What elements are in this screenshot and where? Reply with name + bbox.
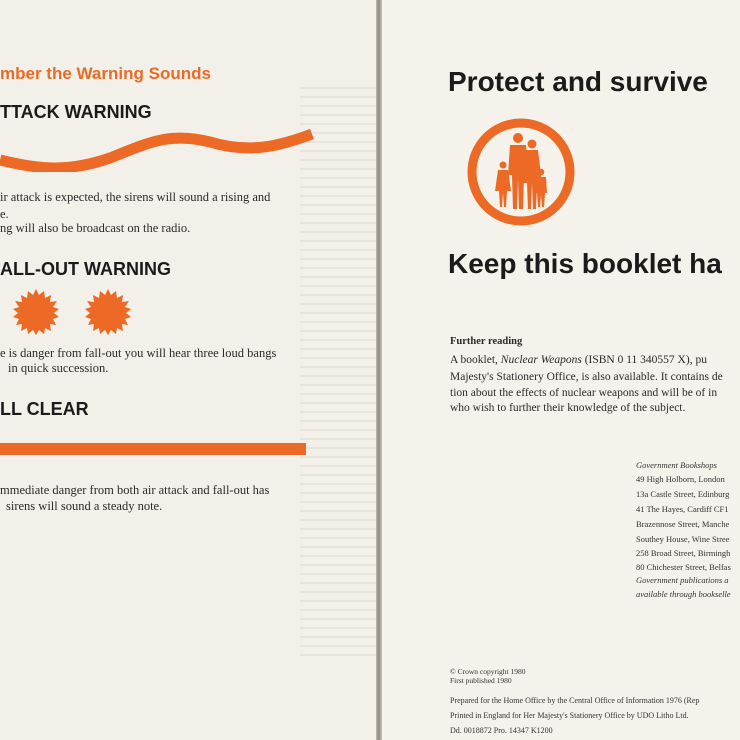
bang-burst-icon [12, 288, 60, 336]
family-logo-icon [466, 117, 576, 227]
bookshop-address: 258 Broad Street, Birmingh [636, 548, 731, 558]
bookshops-note-line-2: available through bookselle [636, 589, 731, 599]
fallout-text-line-1: e is danger from fall-out you will hear three loud bangs [0, 346, 277, 360]
page-title: Protect and survive [448, 66, 708, 97]
bookshops-note-line-1: Government publications a [636, 575, 729, 585]
further-reading-line-3: tion about the effects of nuclear weapons and will be of in [450, 387, 718, 399]
bookshop-address: 49 High Holborn, London [636, 474, 725, 484]
bookshop-address: Brazennose Street, Manche [636, 519, 730, 529]
attack-text-line-1: ir attack is expected, the sirens will sound a rising and [0, 190, 271, 204]
book-title: Nuclear Weapons [500, 354, 582, 366]
all-clear-title: LL CLEAR [0, 399, 89, 419]
all-clear-text-line-2: sirens will sound a steady note. [6, 499, 163, 513]
fallout-warning-title: ALL-OUT WARNING [0, 259, 171, 279]
all-clear-text-line-1: mmediate danger from both air attack and fall-out has [0, 483, 270, 497]
bookshop-address: 80 Chichester Street, Belfas [636, 562, 731, 572]
copyright-line: © Crown copyright 1980 [450, 667, 526, 676]
further-reading-line-1 [450, 352, 707, 369]
text-segment: A booklet, [450, 354, 501, 366]
further-reading-line-2: Majesty's Stationery Office, is also available. It contains de [450, 371, 723, 383]
bookshop-address: Southey House, Wine Stree [636, 534, 730, 544]
further-reading-heading: Further reading [450, 336, 523, 347]
prepared-line: Prepared for the Home Office by the Central Office of Information 1976 (Rep [450, 696, 700, 705]
bookshops-heading: Government Bookshops [636, 460, 717, 470]
print-code-line: Dd. 0018872 Pro. 14347 K1200 [450, 726, 553, 735]
bookshop-address: 41 The Hayes, Cardiff CF1 [636, 504, 729, 514]
right-page [382, 0, 740, 740]
further-reading-line-4: who wish to further their knowledge of the subject. [450, 402, 686, 414]
show-through-texture [300, 80, 378, 660]
section-heading: mber the Warning Sounds [0, 64, 211, 83]
bang-burst-icon [84, 288, 132, 336]
bookshop-address: 13a Castle Street, Edinburg [636, 489, 730, 499]
attack-text-line-2: e. [0, 207, 9, 221]
attack-text-line-3: ng will also be broadcast on the radio. [0, 221, 191, 235]
fallout-text-line-2: in quick succession. [8, 361, 109, 375]
text-segment: (ISBN 0 11 340557 X), pu [581, 354, 707, 366]
page-subtitle: Keep this booklet ha [448, 248, 722, 279]
first-published-line: First published 1980 [450, 676, 512, 685]
steady-note-bar [0, 443, 306, 455]
printed-line: Printed in England for Her Majesty's Stationery Office by UDO Litho Ltd. [450, 711, 689, 720]
rising-falling-wave-icon [0, 126, 320, 172]
attack-warning-title: TTACK WARNING [0, 102, 152, 122]
